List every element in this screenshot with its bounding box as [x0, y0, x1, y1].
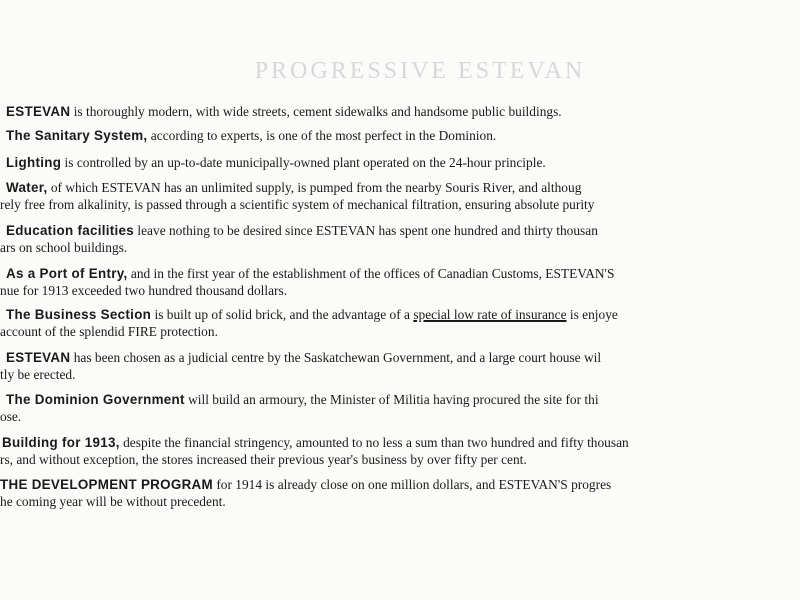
- body-text: is thoroughly modern, with wide streets, cement sidewalks and handsome public buildings.: [70, 104, 562, 119]
- paragraph-dominion-government: [0, 392, 800, 425]
- lead-phrase: ESTEVAN: [6, 104, 71, 119]
- paragraph-water: [0, 180, 800, 213]
- paragraph-port-of-entry: [0, 266, 800, 299]
- text-line: account of the splendid FIRE protection.: [0, 323, 218, 339]
- text-line: nue for 1913 exceeded two hundred thousand dollars.: [0, 282, 288, 298]
- lead-phrase: Lighting: [6, 155, 62, 170]
- paragraph-business-section: [0, 307, 800, 340]
- body-text-tail: is enjoye: [566, 307, 618, 322]
- lead-phrase: ESTEVAN: [6, 350, 71, 365]
- lead-phrase: THE DEVELOPMENT PROGRAM: [0, 477, 213, 492]
- body-text: has been chosen as a judicial centre by the Saskatchewan Government, and a large court house wil: [70, 350, 602, 365]
- text-line: rely free from alkalinity, is passed through a scientific system of mechanical filtration, ensuring absolute purity: [0, 196, 595, 212]
- lead-phrase: As a Port of Entry,: [6, 266, 128, 281]
- paragraph-sanitary-system: [0, 128, 800, 145]
- text-line: tly be erected.: [0, 366, 76, 382]
- text-line: [0, 477, 800, 494]
- lead-phrase: Education facilities: [6, 223, 135, 238]
- text-line: [0, 435, 800, 452]
- body-text: despite the financial stringency, amounted to no less a sum than two hundred and fifty thousan: [119, 435, 629, 450]
- paragraph-education: [0, 223, 800, 256]
- lead-phrase: Building for 1913,: [2, 435, 120, 450]
- text-line: [0, 350, 800, 367]
- text-line: [0, 266, 800, 283]
- body-text: according to experts, is one of the most perfect in the Dominion.: [147, 128, 497, 143]
- body-text: will build an armoury, the Minister of Militia having procured the site for thi: [184, 392, 599, 407]
- lead-phrase: The Sanitary System,: [6, 128, 148, 143]
- text-line: [0, 104, 800, 121]
- text-line: [0, 128, 800, 145]
- body-text: of which ESTEVAN has an unlimited supply, is pumped from the nearby Souris River, and althoug: [47, 180, 582, 195]
- lead-phrase: Water,: [6, 180, 48, 195]
- paragraph-building-1913: [0, 435, 800, 468]
- text-line: rs, and without exception, the stores increased their previous year's business by over fifty per cent.: [0, 451, 527, 467]
- text-line: ose.: [0, 408, 22, 424]
- underlined-phrase: special low rate of insurance: [413, 307, 567, 322]
- body-text: and in the first year of the establishment of the offices of Canadian Customs, ESTEVAN'S: [127, 266, 615, 281]
- text-line: [0, 307, 800, 324]
- page-title: PROGRESSIVE ESTEVAN: [254, 58, 586, 84]
- text-line: [0, 180, 800, 197]
- text-line: [0, 223, 800, 240]
- body-text: is built up of solid brick, and the advantage of a: [151, 307, 414, 322]
- text-line: he coming year will be without precedent.: [0, 493, 226, 509]
- paragraph-development-program: [0, 477, 800, 510]
- body-text: is controlled by an up-to-date municipally-owned plant operated on the 24-hour principle.: [61, 155, 546, 170]
- lead-phrase: The Dominion Government: [6, 392, 185, 407]
- text-line: [0, 392, 800, 409]
- text-line: [0, 155, 800, 172]
- body-text: for 1914 is already close on one million dollars, and ESTEVAN'S progres: [212, 477, 612, 492]
- text-line: ars on school buildings.: [0, 239, 128, 255]
- paragraph-estevan-modern: [0, 104, 800, 121]
- paragraph-judicial-centre: [0, 350, 800, 383]
- body-text: leave nothing to be desired since ESTEVAN has spent one hundred and thirty thousan: [134, 223, 598, 238]
- lead-phrase: The Business Section: [6, 307, 152, 322]
- paragraph-lighting: [0, 155, 800, 172]
